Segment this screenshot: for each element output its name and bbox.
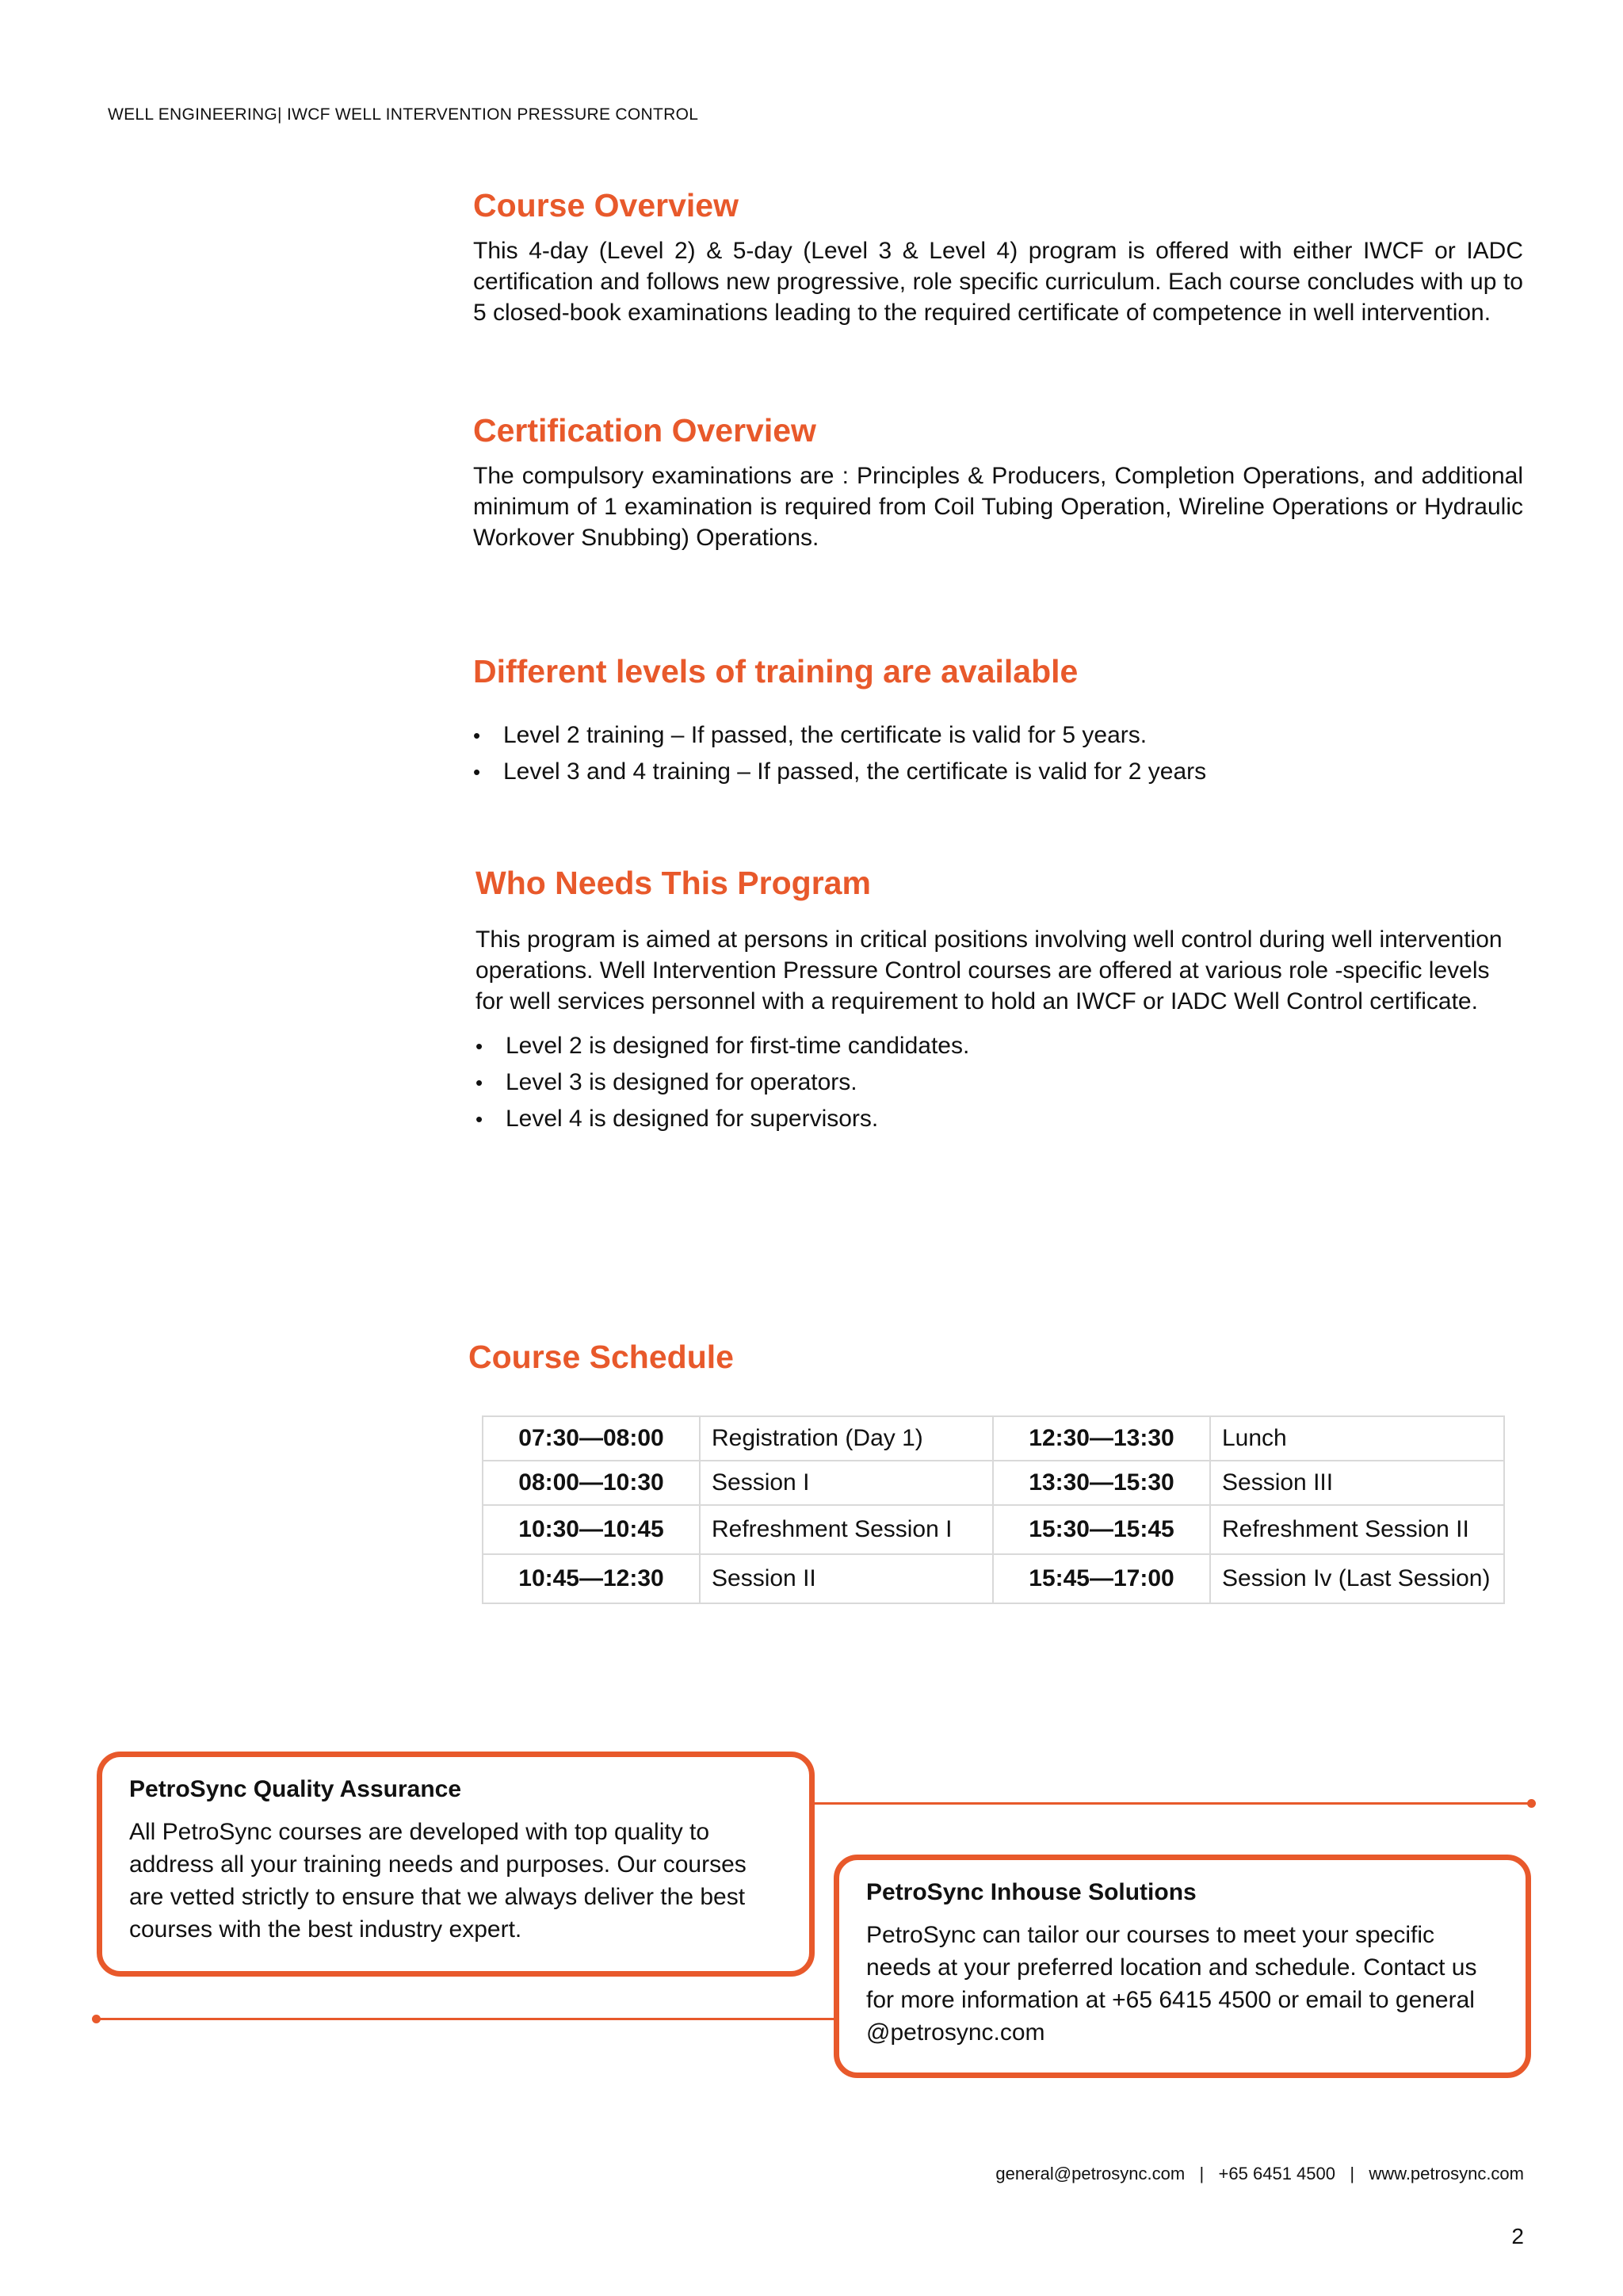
activity-cell: Session II — [700, 1554, 993, 1603]
list-item: • Level 2 training – If passed, the certificate is valid for 5 years. — [473, 717, 1523, 754]
list-item: • Level 3 is designed for operators. — [475, 1064, 1523, 1101]
activity-cell: Refreshment Session I — [700, 1505, 993, 1554]
training-levels-heading: Different levels of training are available — [473, 653, 1079, 690]
inhouse-solutions-title: PetroSync Inhouse Solutions — [866, 1879, 1197, 1905]
activity-cell: Lunch — [1210, 1416, 1504, 1461]
who-needs-heading: Who Needs This Program — [475, 865, 871, 901]
list-item: • Level 3 and 4 training – If passed, the certificate is valid for 2 years — [473, 754, 1523, 790]
connector-line-bottom — [97, 2018, 838, 2020]
table-row — [483, 1505, 1504, 1554]
course-overview-text: This 4-day (Level 2) & 5-day (Level 3 & Level 4) program is offered with either IWCF or IADC certification and follows new progressive, role specific curriculum. Each course concludes with up to 5 closed-book examinations leading to the required certificate of competence in well intervention. — [473, 238, 1523, 326]
who-needs-list — [475, 1028, 1523, 1137]
time-cell: 08:00—10:30 — [483, 1461, 700, 1505]
running-header: WELL ENGINEERING| IWCF WELL INTERVENTION PRESSURE CONTROL — [108, 105, 699, 124]
list-item: • Level 4 is designed for supervisors. — [475, 1101, 1523, 1137]
certification-overview-text: The compulsory examinations are : Principles & Producers, Completion Operations, and additional minimum of 1 examination is required from Coil Tubing Operation, Wireline Operations or Hydraulic Workover Snubbing) Operations. — [473, 463, 1523, 551]
who-needs-section — [475, 865, 1523, 1137]
inhouse-solutions-box — [834, 1855, 1531, 2078]
inhouse-solutions-text: PetroSync can tailor our courses to meet your specific needs at your preferred location and schedule. Contact us for more information at +65 6415 4500 or email to general @petrosync.com — [866, 1922, 1477, 2046]
who-needs-text: This program is aimed at persons in critical positions involving well control during well intervention operations. Well Intervention Pressure Control courses are offered at various role -specific levels for well services personnel with a requirement to hold an IWCF or IADC Well Control certificate. — [475, 926, 1503, 1014]
list-item: • Level 2 is designed for first-time candidates. — [475, 1028, 1523, 1064]
time-cell: 13:30—15:30 — [993, 1461, 1210, 1505]
training-levels-section — [473, 653, 1523, 790]
time-cell: 15:30—15:45 — [993, 1505, 1210, 1554]
course-overview-heading: Course Overview — [473, 187, 739, 223]
course-schedule-table — [482, 1415, 1505, 1604]
footer-contact: general@petrosync.com | +65 6451 4500 | www.petrosync.com — [995, 2164, 1524, 2183]
course-schedule-heading: Course Schedule — [468, 1339, 734, 1375]
table-row — [483, 1461, 1504, 1505]
quality-assurance-text: All PetroSync courses are developed with top quality to address all your training needs and purposes. Our courses are vetted strictly to ensure that we always deliver the best courses with the best industry expert. — [129, 1819, 747, 1943]
connector-dot-top — [1527, 1799, 1536, 1808]
activity-cell: Session III — [1210, 1461, 1504, 1505]
quality-assurance-title: PetroSync Quality Assurance — [129, 1776, 462, 1802]
activity-cell: Session Iv (Last Session) — [1210, 1554, 1504, 1603]
certification-overview-section — [473, 412, 1523, 553]
activity-cell: Session I — [700, 1461, 993, 1505]
time-cell: 10:30—10:45 — [483, 1505, 700, 1554]
activity-cell: Registration (Day 1) — [700, 1416, 993, 1461]
course-overview-section — [473, 187, 1523, 328]
training-levels-list — [473, 717, 1523, 790]
time-cell: 12:30—13:30 — [993, 1416, 1210, 1461]
table-row — [483, 1416, 1504, 1461]
time-cell: 10:45—12:30 — [483, 1554, 700, 1603]
time-cell: 07:30—08:00 — [483, 1416, 700, 1461]
table-row — [483, 1554, 1504, 1603]
connector-line-top — [812, 1802, 1529, 1805]
activity-cell: Refreshment Session II — [1210, 1505, 1504, 1554]
time-cell: 15:45—17:00 — [993, 1554, 1210, 1603]
quality-assurance-box — [97, 1752, 815, 1977]
certification-overview-heading: Certification Overview — [473, 412, 816, 449]
page-number: 2 — [1511, 2224, 1524, 2248]
connector-dot-bottom — [92, 2015, 101, 2023]
